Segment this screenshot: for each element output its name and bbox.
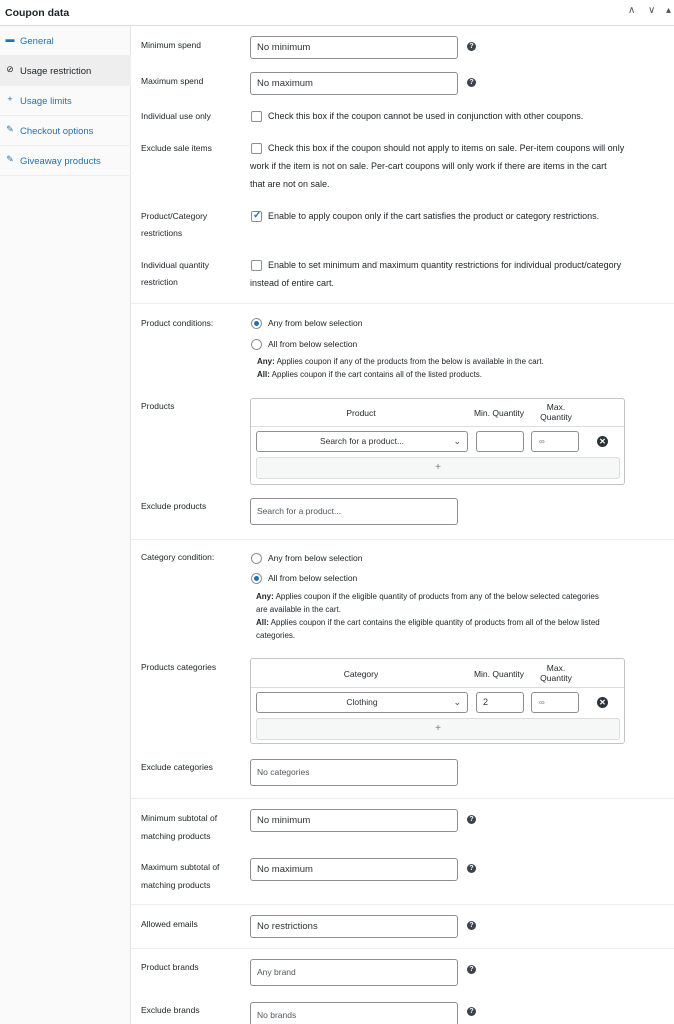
exclude-brands-input[interactable]: No brands <box>250 1002 458 1024</box>
divider <box>131 798 674 799</box>
exclude-categories-label: Exclude categories <box>141 762 213 772</box>
minimum-spend-input[interactable]: No minimum <box>250 36 458 59</box>
maximum-spend-input[interactable]: No maximum <box>250 72 458 95</box>
exclude-sale-checkbox[interactable] <box>251 143 262 154</box>
collapse-icon[interactable]: ▴ <box>666 5 672 16</box>
category-condition-any-radio[interactable] <box>251 553 262 564</box>
product-conditions-any-note: Any: Applies coupon if any of the products from the below is available in the cart. <box>257 357 544 366</box>
max-subtotal-label-1: Maximum subtotal of <box>141 862 220 872</box>
exclude-categories-input[interactable]: No categories <box>250 759 458 786</box>
product-conditions-all-note: All: Applies coupon if the cart contains all of the listed products. <box>257 370 483 379</box>
exclude-sale-text-1: Check this box if the coupon should not apply to items on sale. Per-item coupons will only <box>268 143 625 153</box>
panel-title: Coupon data <box>5 7 70 19</box>
product-min-quantity-input[interactable] <box>476 431 524 452</box>
usage-restriction-panel <box>131 26 674 1024</box>
column-header-max-quantity: Max. Quantity <box>540 663 572 683</box>
product-search-select[interactable]: Search for a product... ⌄ <box>256 431 468 452</box>
product-conditions-all-label: All from below selection <box>268 339 358 349</box>
individual-use-label: Individual use only <box>141 111 211 121</box>
tab-general[interactable]: ▬ General <box>0 26 131 56</box>
products-label: Products <box>141 401 175 411</box>
help-icon: ? <box>467 1007 476 1016</box>
category-condition-any-label: Any from below selection <box>268 553 363 563</box>
header-divider <box>251 687 624 688</box>
products-categories-label: Products categories <box>141 662 217 672</box>
divider <box>131 303 674 304</box>
allowed-emails-label: Allowed emails <box>141 919 198 929</box>
max-subtotal-label-2: matching products <box>141 880 211 890</box>
coupon-tabs-sidebar <box>0 26 131 1024</box>
exclude-products-label: Exclude products <box>141 501 207 511</box>
help-icon: ? <box>467 864 476 873</box>
divider <box>131 539 674 540</box>
individual-quantity-text-1: Enable to set minimum and maximum quantity restrictions for individual product/category <box>268 260 622 270</box>
help-icon: ? <box>467 78 476 87</box>
limits-icon: + <box>7 94 13 104</box>
product-brands-input[interactable]: Any brand <box>250 959 458 986</box>
remove-row-icon[interactable]: ✕ <box>597 436 608 447</box>
product-category-label-2: restrictions <box>141 228 183 238</box>
product-conditions-any-radio[interactable] <box>251 318 262 329</box>
ticket-icon: ▬ <box>5 34 15 44</box>
tab-giveaway-products[interactable]: ✎ Giveaway products <box>0 146 131 176</box>
category-condition-all-note-1: All: Applies coupon if the cart contains the eligible quantity of products from all of the below listed <box>256 618 600 627</box>
individual-quantity-checkbox[interactable] <box>251 260 262 271</box>
column-header-max-quantity: Max. Quantity <box>540 402 572 422</box>
add-product-row-button[interactable]: + <box>256 457 620 479</box>
allowed-emails-input[interactable]: No restrictions <box>250 915 458 938</box>
divider <box>131 948 674 949</box>
individual-quantity-label-2: restriction <box>141 277 178 287</box>
chevron-down-icon: ⌄ <box>453 697 461 707</box>
tab-usage-limits[interactable]: + Usage limits <box>0 86 131 116</box>
column-header-category: Category <box>343 669 379 679</box>
move-up-icon[interactable]: ∧ <box>628 5 636 16</box>
exclude-sale-text-2: work if the item is not on sale. Per-cart coupons will only work if there are items in the cart <box>250 161 607 171</box>
category-max-quantity-input[interactable]: ∞ <box>531 692 579 713</box>
category-select[interactable]: Clothing ⌄ <box>256 692 468 713</box>
wrench-icon: ✎ <box>6 124 14 134</box>
category-condition-all-note-2: categories. <box>256 631 296 640</box>
minimum-spend-label: Minimum spend <box>141 40 201 50</box>
tab-checkout-options[interactable]: ✎ Checkout options <box>0 116 131 146</box>
wrench-icon: ✎ <box>6 154 14 164</box>
help-icon: ? <box>467 921 476 930</box>
column-header-min-quantity: Min. Quantity <box>473 408 525 418</box>
help-icon: ? <box>467 42 476 51</box>
product-category-text: Enable to apply coupon only if the cart satisfies the product or category restrictions. <box>268 211 600 221</box>
exclude-sale-text-3: that are not on sale. <box>250 179 330 189</box>
product-max-quantity-input[interactable]: ∞ <box>531 431 579 452</box>
product-conditions-any-label: Any from below selection <box>268 318 363 328</box>
product-conditions-label: Product conditions: <box>141 318 214 328</box>
help-icon: ? <box>467 965 476 974</box>
exclude-products-input[interactable]: Search for a product... <box>250 498 458 525</box>
column-header-min-quantity: Min. Quantity <box>473 669 525 679</box>
individual-quantity-label-1: Individual quantity <box>141 260 210 270</box>
category-min-quantity-input[interactable]: 2 <box>476 692 524 713</box>
tab-usage-restriction[interactable]: ⊘ Usage restriction <box>0 56 131 86</box>
categories-table <box>250 658 625 744</box>
products-table <box>250 398 625 485</box>
remove-row-icon[interactable]: ✕ <box>597 697 608 708</box>
category-condition-label: Category condition: <box>141 552 215 562</box>
panel-header <box>0 0 674 26</box>
category-condition-any-note-2: are available in the cart. <box>256 605 341 614</box>
individual-use-text: Check this box if the coupon cannot be used in conjunction with other coupons. <box>268 111 584 121</box>
individual-use-checkbox[interactable] <box>251 111 262 122</box>
category-condition-any-note-1: Any: Applies coupon if the eligible quantity of products from any of the below selected categories <box>256 592 599 601</box>
chevron-down-icon: ⌄ <box>453 436 461 446</box>
product-brands-label: Product brands <box>141 962 199 972</box>
maximum-spend-label: Maximum spend <box>141 76 204 86</box>
product-category-checkbox[interactable] <box>251 211 262 222</box>
restrict-icon: ⊘ <box>6 64 14 74</box>
min-subtotal-label-1: Minimum subtotal of <box>141 813 218 823</box>
product-category-label-1: Product/Category <box>141 211 208 221</box>
header-divider <box>251 426 624 427</box>
add-category-row-button[interactable]: + <box>256 718 620 740</box>
exclude-brands-label: Exclude brands <box>141 1005 200 1015</box>
min-subtotal-input[interactable]: No minimum <box>250 809 458 832</box>
move-down-icon[interactable]: ∨ <box>648 5 656 16</box>
individual-quantity-text-2: instead of entire cart. <box>250 278 335 288</box>
product-conditions-all-radio[interactable] <box>251 339 262 350</box>
max-subtotal-input[interactable]: No maximum <box>250 858 458 881</box>
divider <box>131 904 674 905</box>
min-subtotal-label-2: matching products <box>141 831 211 841</box>
category-condition-all-radio[interactable] <box>251 573 262 584</box>
column-header-product: Product <box>346 408 376 418</box>
category-condition-all-label: All from below selection <box>268 573 358 583</box>
help-icon: ? <box>467 815 476 824</box>
exclude-sale-label: Exclude sale items <box>141 143 212 153</box>
